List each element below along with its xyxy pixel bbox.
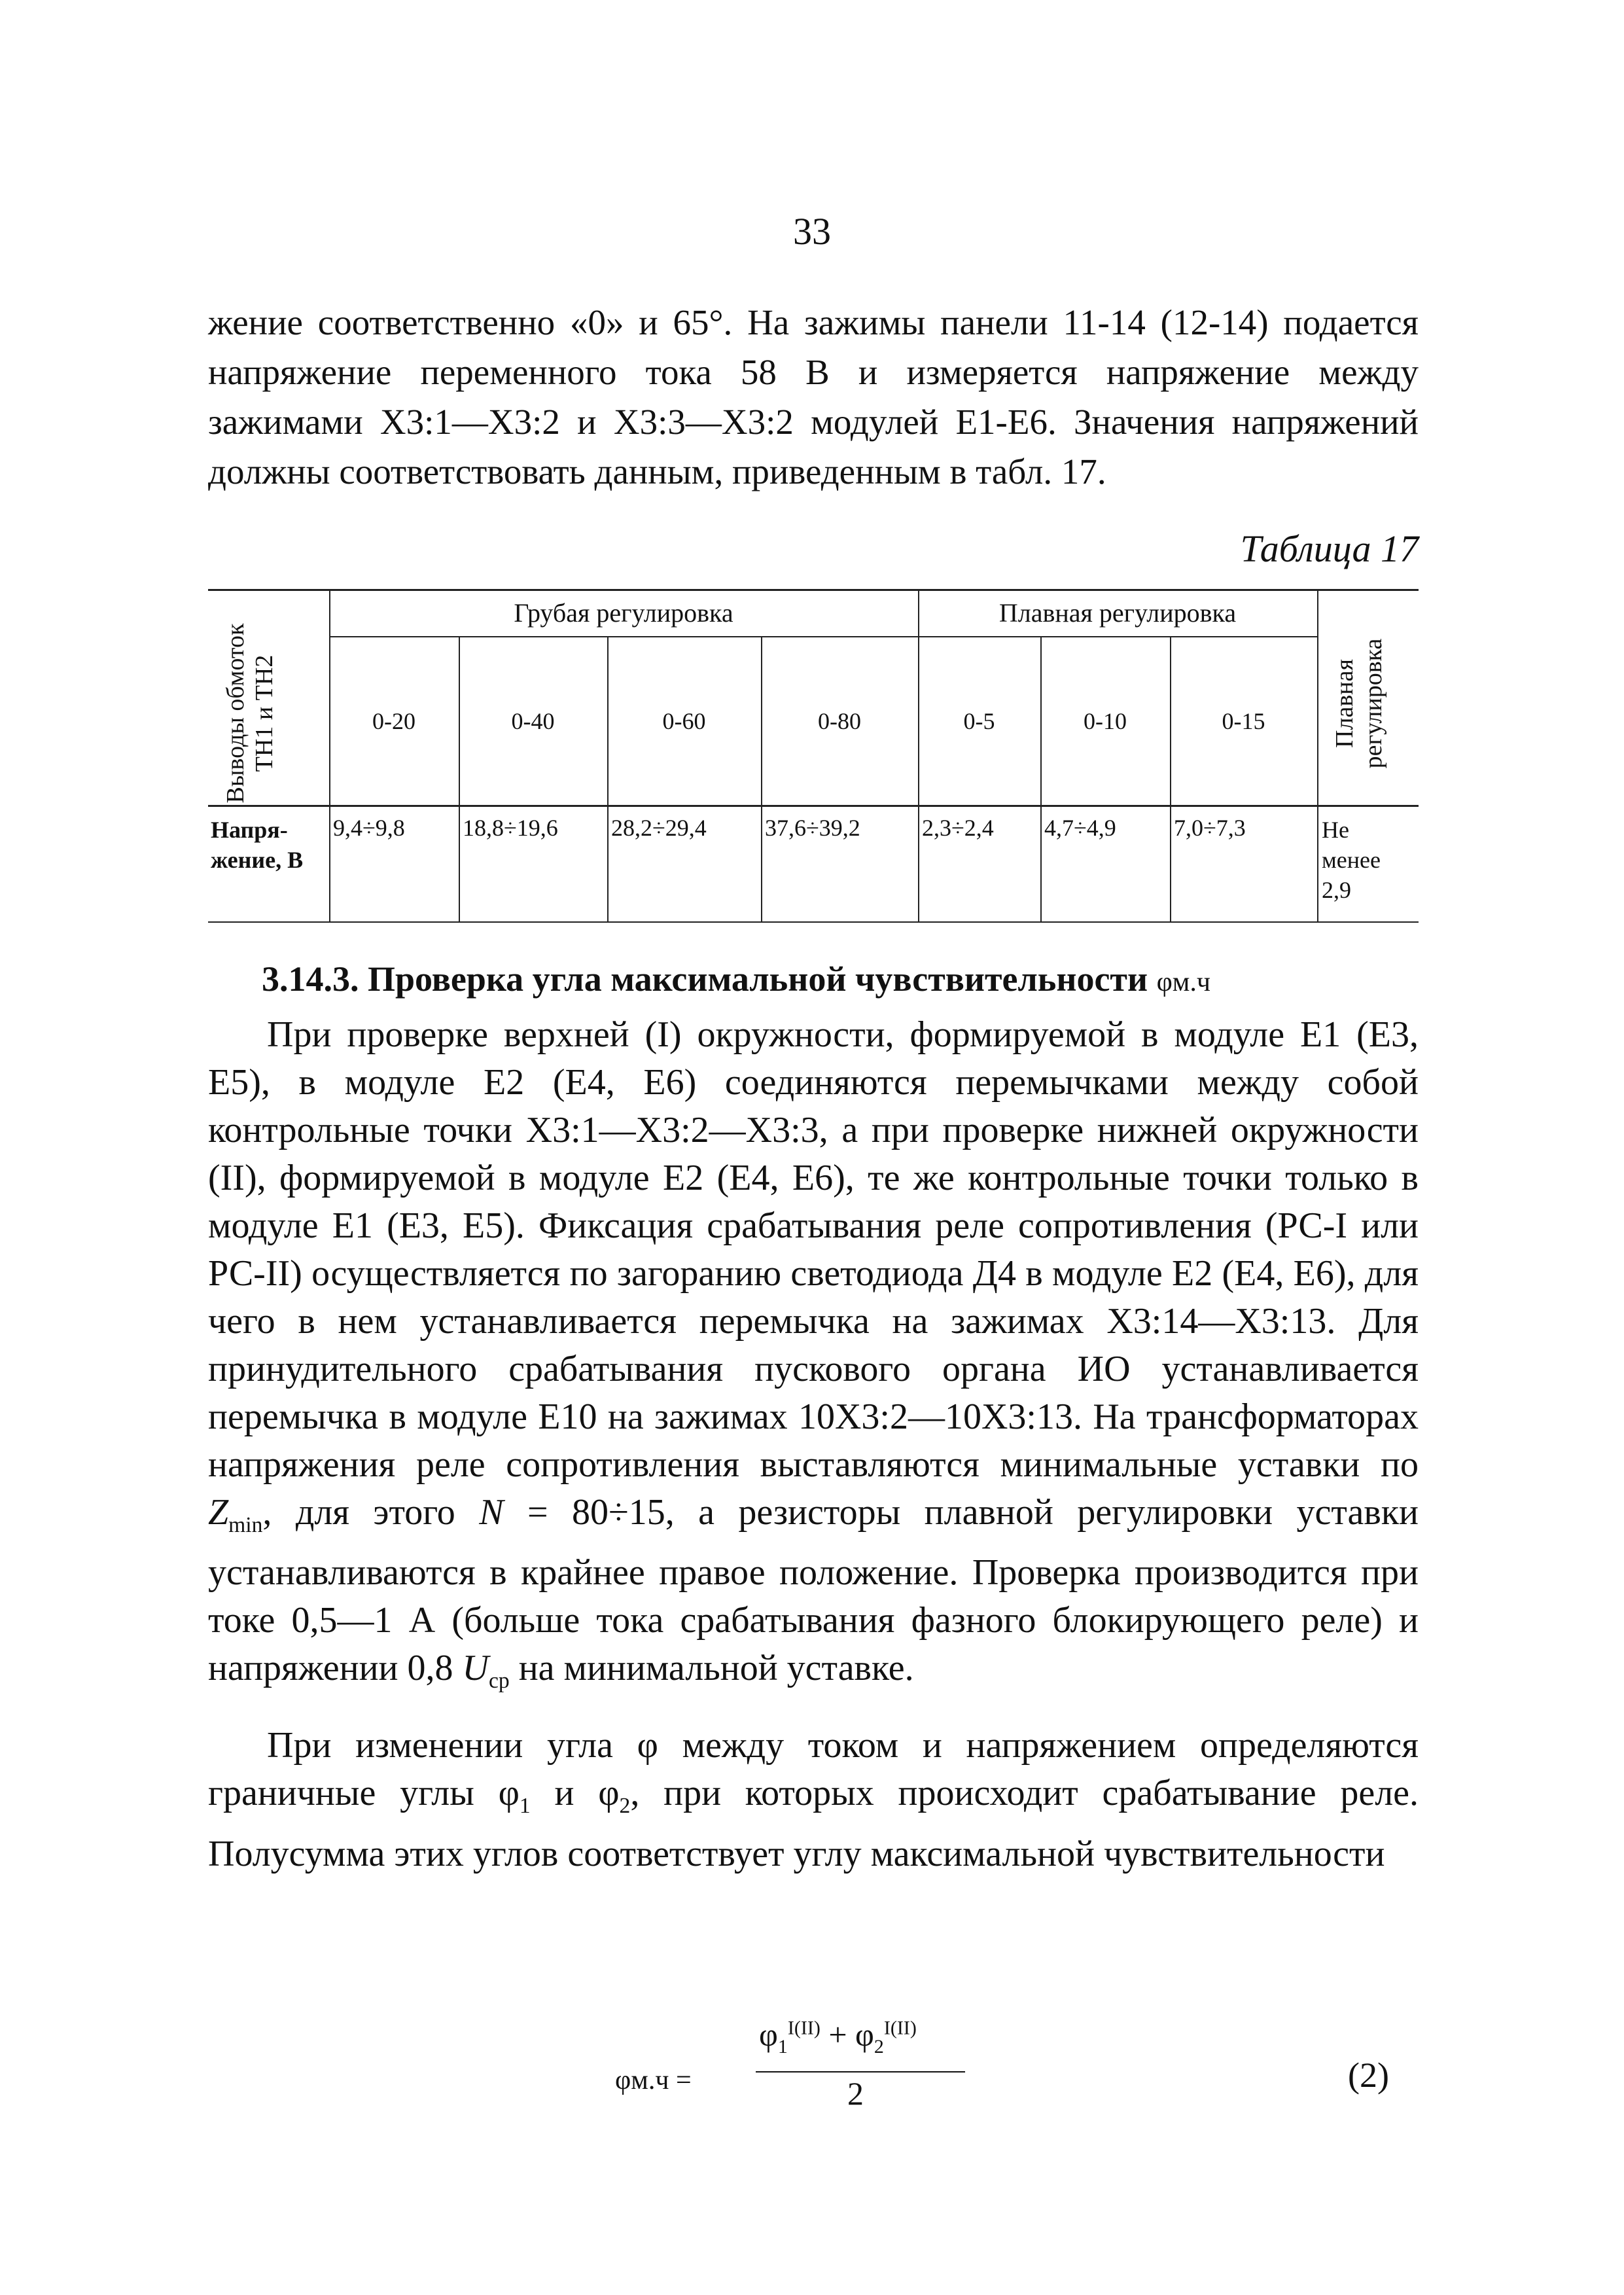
section-number: 3.14.3. bbox=[262, 959, 359, 999]
value-cell: 7,0÷7,3 bbox=[1174, 815, 1246, 841]
section-symbol: φм.ч bbox=[1156, 967, 1211, 997]
value-cell: 4,7÷4,9 bbox=[1044, 815, 1116, 841]
phi-2-sup: I(II) bbox=[883, 2017, 917, 2039]
fraction-bar bbox=[756, 2071, 965, 2073]
zmin-symbol: Z bbox=[208, 1492, 229, 1533]
body-text bbox=[208, 1011, 1419, 1895]
u-subscript: ср bbox=[488, 1669, 510, 1694]
formula-lhs: φм.ч = bbox=[615, 2065, 692, 2095]
phi-1-sup: I(II) bbox=[787, 2017, 821, 2039]
p2-text-c: , при которых происходит срабатывание реле. Полусумма этих углов соответствует углу максимальной чувствительности bbox=[208, 1773, 1419, 1874]
phi-1-sub: 1 bbox=[777, 2036, 788, 2057]
phi2-subscript: 2 bbox=[619, 1794, 631, 1819]
col-header: 0-5 bbox=[963, 708, 995, 734]
p2-text: При изменении угла φ между током и напряжением определяются граничные углы φ bbox=[208, 1725, 1419, 1814]
table-vline bbox=[1317, 589, 1318, 923]
n-symbol: N bbox=[479, 1492, 504, 1533]
page-number: 33 bbox=[793, 210, 831, 253]
p1-text-d: на минимальной уставке. bbox=[518, 1648, 914, 1689]
section-heading bbox=[262, 959, 1439, 999]
voltage-table bbox=[208, 589, 1419, 923]
p2-text-b: и φ bbox=[554, 1773, 620, 1814]
intro-text: жение соответственно «0» и 65°. На зажимы панели 11-14 (12-14) подается напряжение переменного тока 58 В и измеряется напряжение между зажимами Х3:1—Х3:2 и Х3:3—Х3:2 модулей Е1-Е6. Значения напряжений должны соответствовать данным, приведенным в табл. 17. bbox=[208, 302, 1419, 491]
formula bbox=[615, 2002, 1073, 2133]
voltage-label: Напря-жение, В bbox=[211, 817, 304, 873]
u-symbol: U bbox=[462, 1648, 489, 1689]
body-paragraph-1 bbox=[208, 1011, 1419, 1705]
phi-1: φ bbox=[759, 2016, 778, 2053]
last-value-cell: Не менее 2,9 bbox=[1322, 817, 1381, 903]
value-cell: 37,6÷39,2 bbox=[765, 815, 860, 841]
table-header-divider bbox=[208, 805, 1419, 807]
phi1-subscript: 1 bbox=[519, 1794, 531, 1819]
p1-text-b: , для этого bbox=[262, 1492, 455, 1533]
last-header-rotated: Плавная регулировка bbox=[1331, 638, 1387, 769]
intro-paragraph bbox=[208, 298, 1419, 497]
value-cell: 18,8÷19,6 bbox=[463, 815, 558, 841]
table-caption: Таблица 17 bbox=[1240, 527, 1419, 570]
p1-text: При проверке верхней (I) окружности, формируемой в модуле Е1 (Е3, Е5), в модуле Е2 (Е4, Е6) соединяются перемычками между собой контрольные точки Х3:1—Х3:2—Х3:3, а при проверке нижней окружности (II), формируемой в модуле Е2 (Е4, Е6), те же контрольные точки только в модуле Е1 (Е3, Е5). Фиксация срабатывания реле сопротивления (РС-I или РС-II) осуществляется по загоранию светодиода Д4 в модуле Е2 (Е4, Е6), для чего в нем устанавливается перемычка на зажимах Х3:14—Х3:13. Для принудительного срабатывания пускового органа ИО устанавливается перемычка в модуле Е10 на зажимах 10Х3:2—10Х3:13. На трансформаторах напряжения реле сопротивления выставляются минимальные уставки по bbox=[208, 1014, 1419, 1485]
plus-sign: + bbox=[828, 2016, 847, 2053]
table-bottom-border bbox=[208, 921, 1419, 923]
col-header: 0-20 bbox=[372, 708, 415, 734]
row-header-rotated: Выводы обмоток ТН1 и ТН2 bbox=[222, 623, 278, 804]
value-cell: 28,2÷29,4 bbox=[611, 815, 707, 841]
col-header: 0-10 bbox=[1084, 708, 1127, 734]
col-header: 0-80 bbox=[818, 708, 861, 734]
body-paragraph-2 bbox=[208, 1722, 1419, 1877]
value-cell: 2,3÷2,4 bbox=[922, 815, 994, 841]
formula-denominator: 2 bbox=[847, 2075, 864, 2112]
p1-text-c: = 80÷15, а резисторы плавной регулировки уставки устанавливаются в крайнее правое положение. Проверка производится при токе 0,5—1 А (больше тока срабатывания фазного блокирующего реле) и напряжении 0,8 bbox=[208, 1492, 1419, 1689]
col-header: 0-15 bbox=[1222, 708, 1265, 734]
group-fine-header: Плавная регулировка bbox=[998, 597, 1237, 628]
col-header: 0-60 bbox=[662, 708, 706, 734]
section-title: Проверка угла максимальной чувствительности bbox=[368, 959, 1148, 999]
formula-numerator bbox=[759, 2016, 917, 2058]
col-header: 0-40 bbox=[511, 708, 555, 734]
formula-number: (2) bbox=[1348, 2055, 1389, 2095]
zmin-subscript: min bbox=[228, 1513, 263, 1538]
value-cell: 9,4÷9,8 bbox=[333, 815, 405, 841]
phi-2: φ bbox=[855, 2016, 874, 2053]
group-coarse-header: Грубая регулировка bbox=[514, 597, 733, 628]
phi-2-sub: 2 bbox=[874, 2036, 884, 2057]
